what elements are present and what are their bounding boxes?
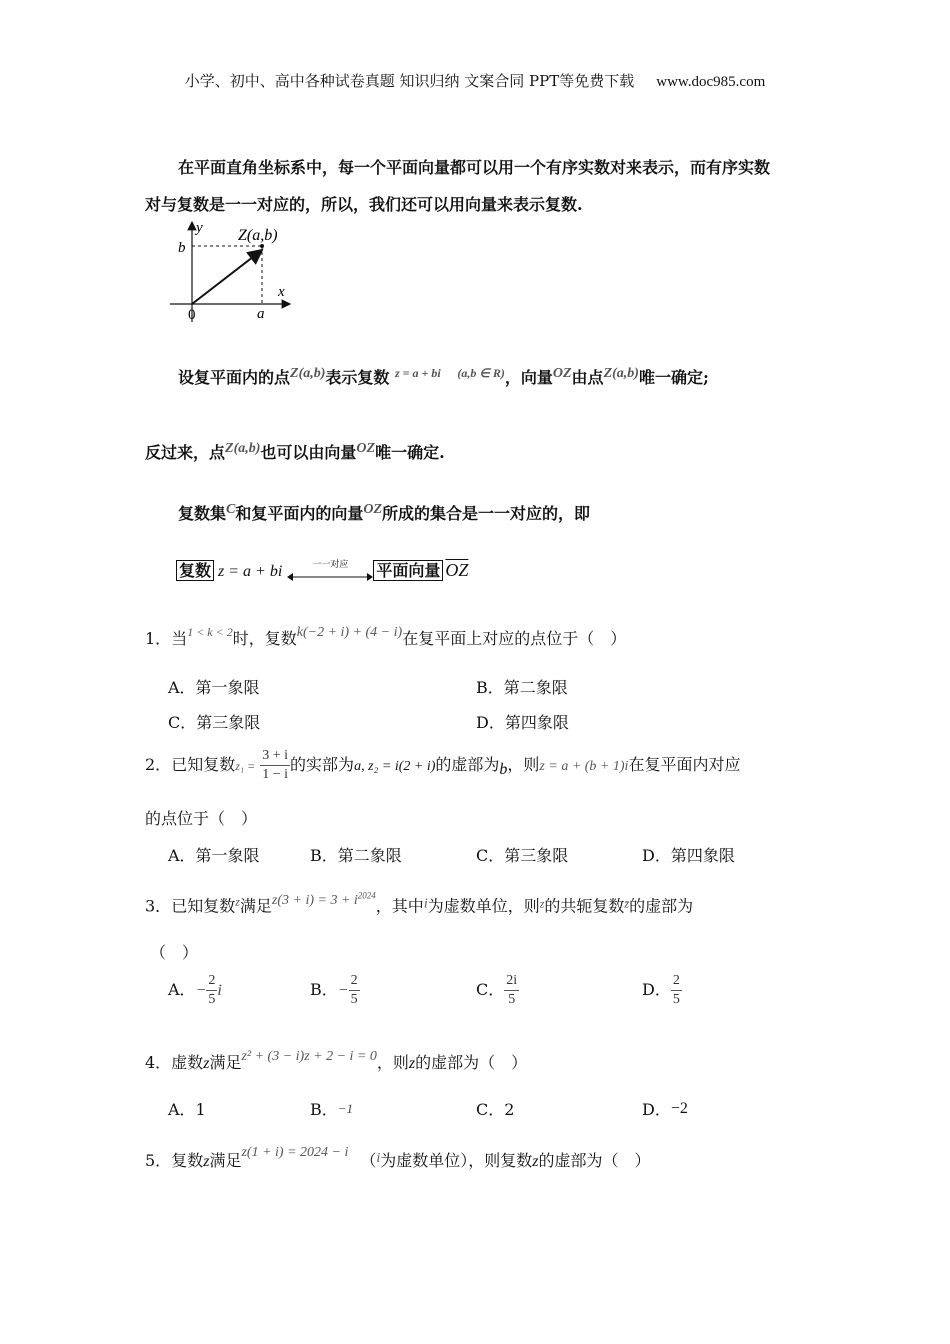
q3-option-b[interactable] [310,972,360,1009]
q5-math-z-2: z [532,1153,539,1170]
p1-math-oz: OZ [552,366,572,381]
q3-text-5: 的共轭复数 [544,896,625,916]
p2-math-point: Z(a,b) [225,441,261,456]
q4-text-3: ，则 [376,1053,409,1072]
q3-b-fraction [349,972,360,1009]
q2-option-a[interactable]: A．第一象限 [168,846,260,865]
question-5 [145,1145,651,1171]
q4-math-eq: z² + (3 − i)z + 2 − i = 0 [241,1049,377,1064]
q3-c-den: 5 [508,992,516,1007]
double-arrow-icon [287,572,373,582]
q3-math-eq [271,890,376,908]
q2-math-b: b [499,761,508,778]
q2-line-2: 的点位于（ ） [145,809,258,828]
q3-a-num: 2 [206,972,217,991]
corr-box-complex: 复数 [176,560,214,581]
q2-text-5: 在复平面内对应 [628,755,741,774]
q5-text-1: 复数 [171,1151,204,1170]
q4-text-4: 的虚部为（ ） [415,1053,528,1072]
q4-number: 4． [145,1053,172,1072]
q3-math-eq-text: z(3 + i) = 3 + i [271,892,358,908]
q3-a-label: A． [168,980,196,999]
q1-number: 1． [145,629,172,648]
q3-number: 3． [145,896,172,916]
q3-text-2: 满足 [239,896,272,916]
correspondence-line [176,558,468,581]
q2-text-1: 已知复数 [171,755,236,774]
vector-oz [192,250,262,304]
p2-text-1: 反过来，点 [145,443,226,462]
q3-b-sign: − [337,982,349,999]
q2-math-z1: z₁ = [235,759,256,773]
corr-arrow [287,559,373,581]
q5-math-z: z [203,1153,210,1170]
q3-d-label: D． [642,980,671,999]
q3-b-den: 5 [350,992,358,1007]
origin-label: 0 [188,307,196,323]
p2-text-3: 唯一确定. [375,443,445,462]
b-label: b [178,240,186,256]
q4-d-value: −2 [670,1100,688,1117]
q5-math-i: i [376,1151,381,1166]
q3-a-sign: − [195,982,207,999]
q4-math-z: z [203,1055,210,1072]
q1-option-a[interactable]: A．第一象限 [168,678,260,697]
q1-option-b[interactable]: B．第二象限 [476,678,568,697]
p3-math-oz: OZ [363,502,383,517]
header-site: www.doc985.com [656,74,766,90]
q3-c-fraction [504,972,519,1009]
q4-option-c[interactable]: C．2 [476,1100,515,1119]
corr-vector: $\overline{OZ}$ [445,560,469,580]
q3-d-den: 5 [672,992,680,1007]
q2-math-z2: a, z₂ = i(2 + i) [354,759,436,774]
q2-option-b[interactable]: B．第二象限 [310,846,402,865]
q3-math-exp: 2024 [357,890,376,900]
p1-text-2: 表示复数 [325,368,390,387]
q3-math-z: z [235,894,240,909]
question-1 [145,625,626,649]
q3-math-zbar: z̄ [624,896,630,911]
p1-math-point: Z(a,b) [290,366,326,381]
q4-b-label: B． [310,1100,338,1119]
q3-c-label: C． [476,980,505,999]
q4-option-d[interactable] [642,1097,688,1120]
q3-option-a[interactable] [168,972,222,1009]
q2-option-c[interactable]: C．第三象限 [476,846,569,865]
q3-math-i: i [423,896,428,912]
p1-math-z: z = a + bi [395,366,441,380]
intro-line-1: 在平面直角坐标系中，每一个平面向量都可以用一个有序实数对来表示，而有序实数 [178,158,771,177]
point-z [260,244,264,248]
q2-text-2: 的实部为 [290,755,355,774]
q4-text-1: 虚数 [171,1053,204,1072]
q4-option-a[interactable]: A．1 [168,1100,206,1119]
q3-d-fraction [671,972,682,1009]
q3-text-6: 的虚部为 [629,896,694,916]
p1-text-1: 设复平面内的点 [178,368,291,387]
header-text: 小学、初中、高中各种试卷真题 知识归纳 文案合同 PPT等免费下载 [184,72,635,90]
q3-b-num: 2 [349,972,360,991]
q3-c-num: 2i [504,972,519,991]
q3-text-3: ，其中 [375,896,424,916]
q3-b-label: B． [310,980,338,999]
question-2 [145,747,740,784]
q3-text-1: 已知复数 [171,896,236,916]
q4-b-value: −1 [337,1101,354,1116]
q3-line-2: （ ） [150,943,199,962]
p3-text-2: 和复平面内的向量 [235,504,364,523]
q5-text-3: （ [360,1151,377,1170]
y-label: y [196,220,203,236]
q2-number: 2． [145,755,172,774]
p1-text-5: 唯一确定; [638,368,709,387]
q5-number: 5． [145,1151,172,1170]
q1-text-3: 在复平面上对应的点位于（ ） [402,629,627,648]
q4-option-b[interactable] [310,1097,353,1120]
corr-arrow-label: 一一对应 [312,559,349,570]
q1-option-c[interactable]: C．第三象限 [168,713,261,732]
q4-text-2: 满足 [209,1053,242,1072]
q2-option-d[interactable]: D．第四象限 [642,846,735,865]
a-label: a [257,306,265,322]
paragraph-1 [178,365,709,388]
q4-d-label: D． [642,1100,671,1119]
p3-text-1: 复数集 [178,504,227,523]
corr-formula: z = a + bi [218,563,283,580]
question-4 [145,1049,527,1073]
p1-text-4: 由点 [571,368,604,387]
p1-math-domain: (a,b ∈ R) [457,366,505,380]
q3-a-den: 5 [208,992,216,1007]
q3-a-tail: i [217,982,222,999]
q2-frac-den: 1 − i [262,767,289,782]
p1-text-3: ，向量 [504,368,553,387]
q1-text-2: 时，复数 [232,629,297,648]
q3-a-fraction [206,972,217,1009]
q2-fraction [260,747,290,784]
p2-text-2: 也可以由向量 [260,443,357,462]
page-header [0,70,950,91]
q3-text-4: 为虚数单位，则 [427,896,540,916]
q3-option-d[interactable] [642,972,682,1009]
q5-text-5: 的虚部为（ ） [538,1151,651,1170]
q3-math-z-2: z [539,896,545,911]
q2-frac-num: 3 + i [260,747,290,766]
q4-math-z-2: z [408,1055,416,1072]
p3-text-3: 所成的集合是一一对应的，即 [382,504,591,523]
q5-math-eq: z(1 + i) = 2024 − i [241,1145,349,1160]
q5-text-2: 满足 [209,1151,242,1170]
q1-math-expr: k(−2 + i) + (4 − i) [296,625,403,640]
paragraph-3 [178,501,590,524]
q1-text-1: 当 [171,629,188,648]
corr-box-vector: 平面向量 [373,560,443,581]
q2-math-z: z = a + (b + 1)i [539,759,629,774]
q3-d-num: 2 [671,972,682,991]
p1-math-point-2: Z(a,b) [603,366,639,381]
p2-math-oz: OZ [356,441,376,456]
paragraph-2 [145,440,445,463]
q3-option-c[interactable] [476,972,519,1009]
q2-text-4: ，则 [507,755,540,774]
intro-line-2: 对与复数是一一对应的，所以，我们还可以用向量来表示复数. [145,195,583,214]
x-label: x [278,284,285,300]
q1-option-d[interactable]: D．第四象限 [476,713,569,732]
q5-text-4: 为虚数单位），则复数 [380,1151,533,1170]
q2-text-3: 的虚部为 [435,755,500,774]
question-3 [145,890,693,917]
p3-math-c: C [226,502,236,517]
complex-plane-diagram [170,218,310,324]
point-label: Z(a,b) [238,227,278,244]
q1-math-range: 1 < k < 2 [187,625,233,639]
